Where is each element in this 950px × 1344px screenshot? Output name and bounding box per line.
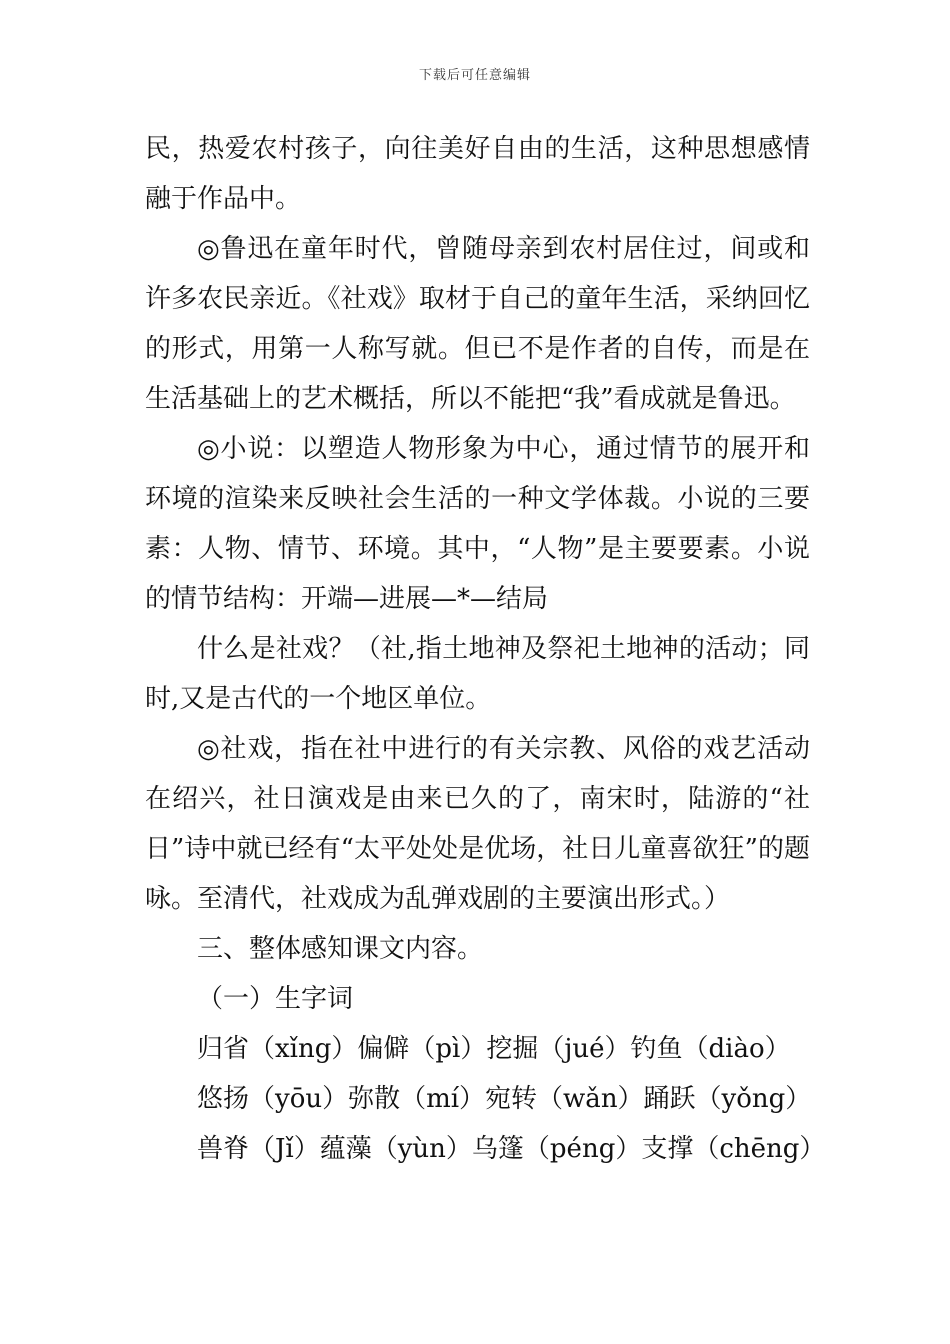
section-heading-3: 三、整体感知课文内容。 — [197, 934, 484, 964]
paragraph-luxun-childhood: ◎鲁迅在童年时代，曾随母亲到农村居住过，间或和许多农民亲近。《社戏》取材于自己的童年生活，采纳回忆的形式，用第一人称写就。但已不是作者的自传，而是在生活基础上的艺术概括，所以不能把“我”看成就是鲁迅。 — [145, 234, 810, 414]
paragraph-continuation: 民，热爱农村孩子，向往美好自由的生活，这种思想感情融于作品中。 — [145, 134, 810, 214]
vocab-line: 悠扬（yōu）弥散（mí）宛转（wǎn）踊跃（yǒng） — [197, 1084, 812, 1114]
paragraph-what-is-shexi: 什么是社戏？（社,指土地神及祭祀土地神的活动；同时,又是古代的一个地区单位。 — [145, 634, 810, 714]
subsection-heading-vocab: （一）生字词 — [197, 984, 354, 1014]
paragraph-shexi-explanation: ◎社戏，指在社中进行的有关宗教、风俗的戏艺活动在绍兴，社日演戏是由来已久的了，南宋时，陆游的“社日”诗中就已经有“太平处处是优场，社日儿童喜欲狂”的题咏。至清代，社戏成为乱弹戏剧的主要演出形式。） — [145, 734, 810, 914]
document-body — [145, 124, 826, 1174]
paragraph-novel-definition: ◎小说：以塑造人物形象为中心，通过情节的展开和环境的渲染来反映社会生活的一种文学体裁。小说的三要素：人物、情节、环境。其中，“人物”是主要要素。小说的情节结构：开端—进展—*—结局 — [145, 434, 810, 614]
vocab-line: 归省（xǐng）偏僻（pì）挖掘（jué）钓鱼（diào） — [197, 1034, 791, 1064]
vocab-line: 兽脊（Jǐ）蕴藻（yùn）乌篷（péng）支撑（chēng） — [197, 1134, 826, 1164]
page-header: 下载后可任意编辑 — [418, 68, 531, 83]
